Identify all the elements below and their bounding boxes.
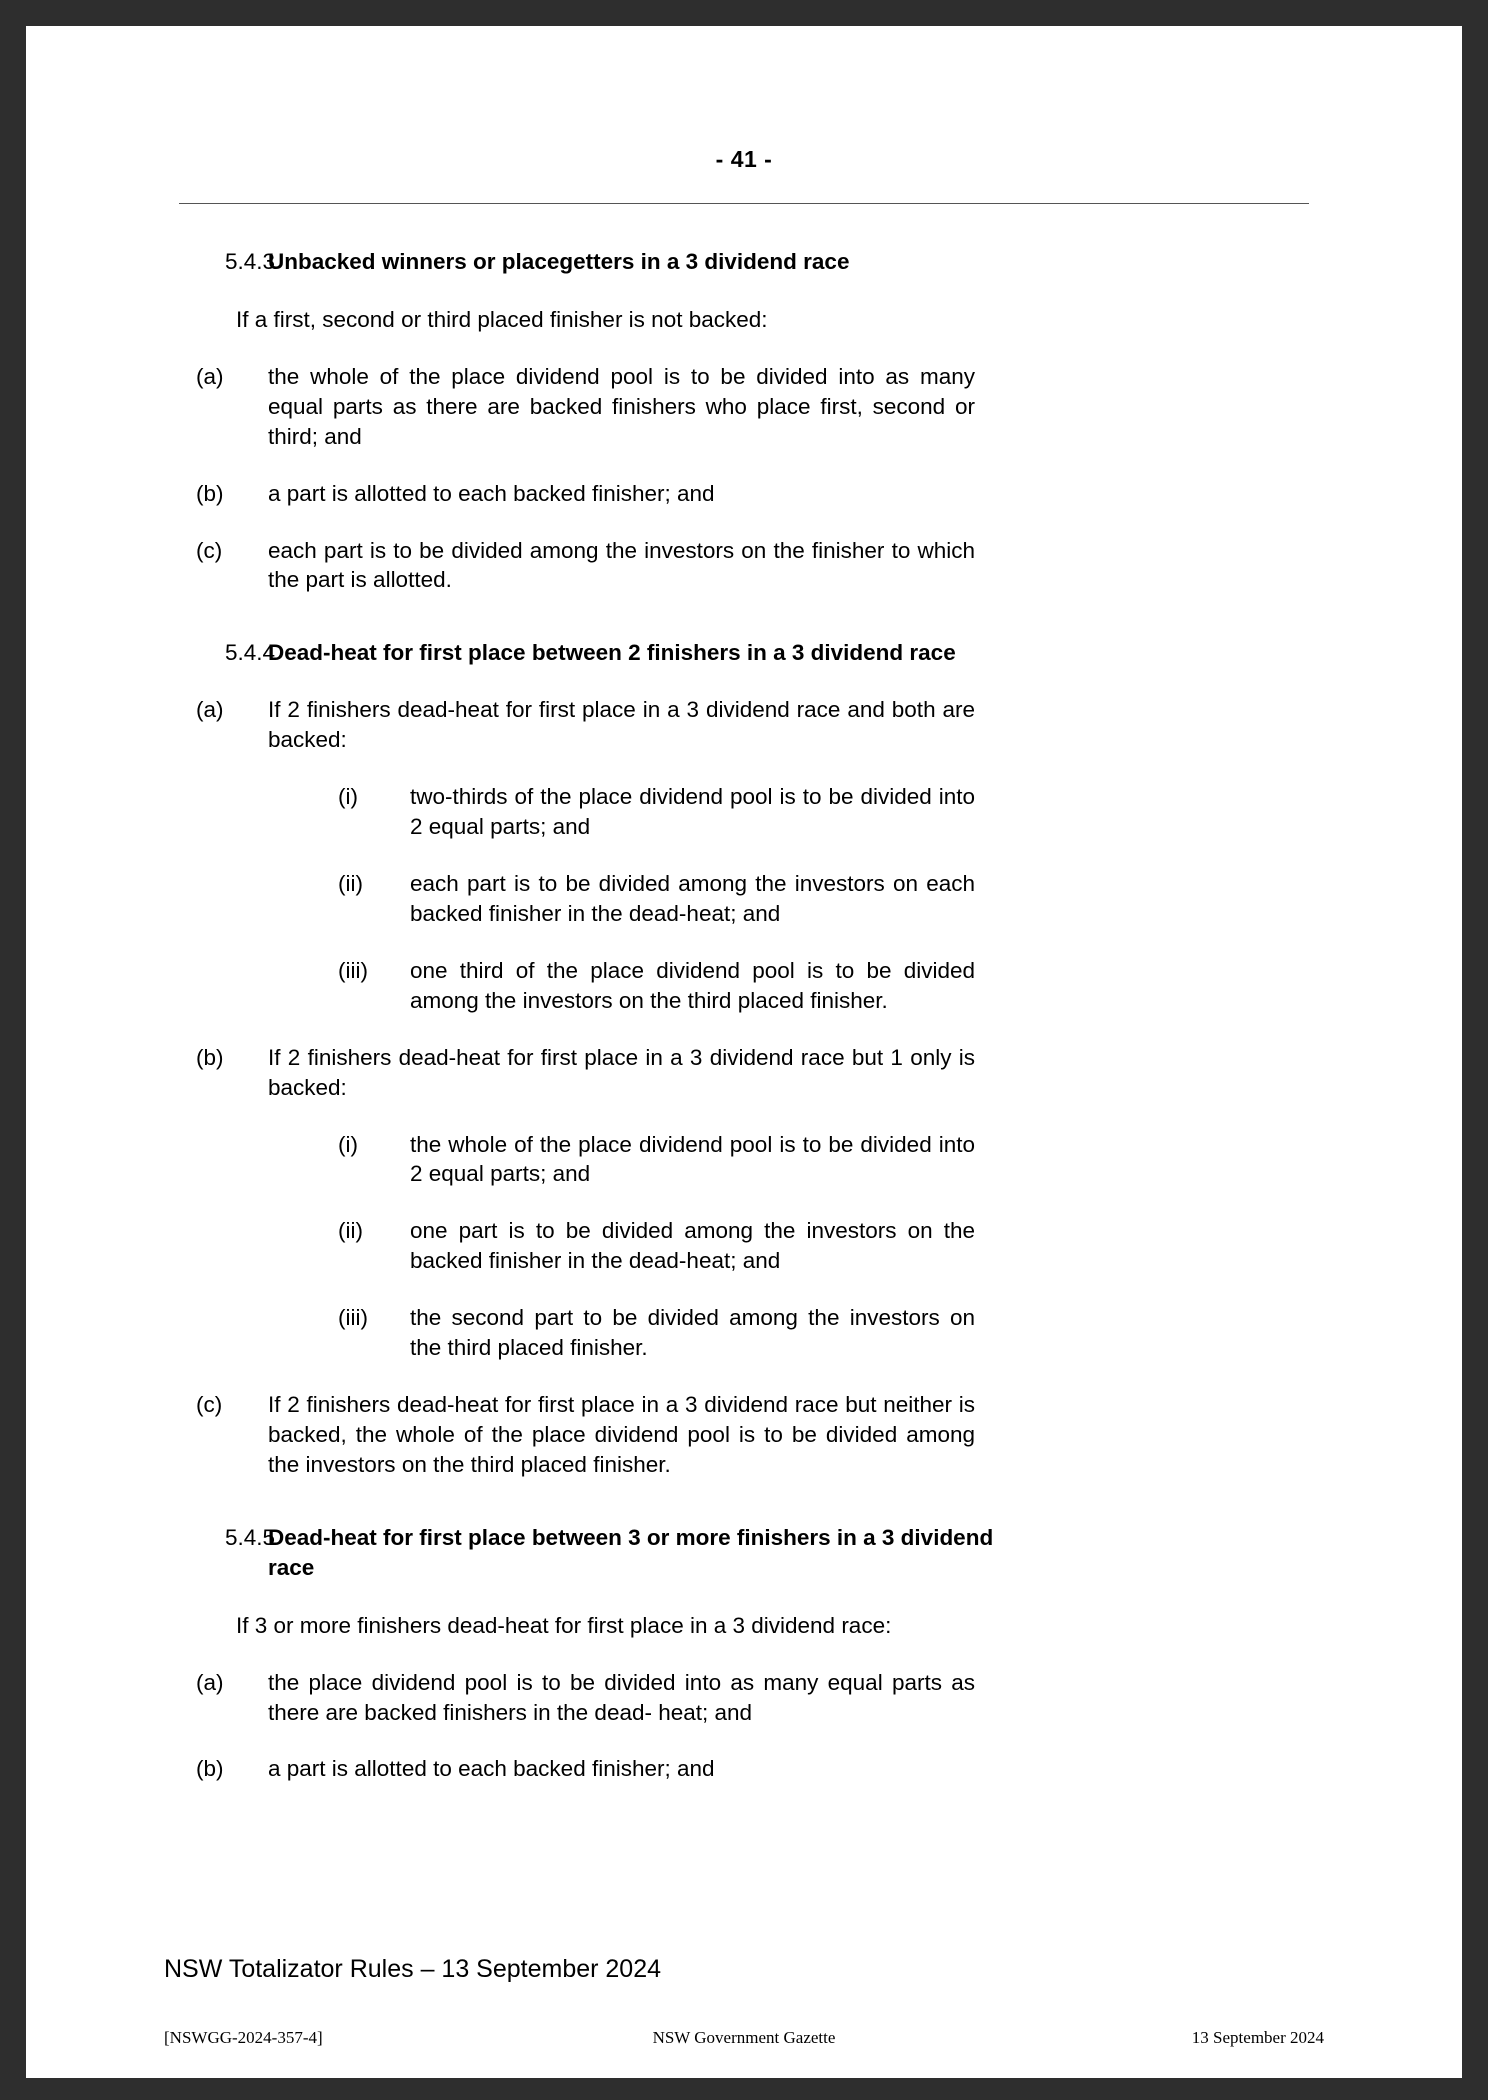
clause-title: Dead-heat for first place between 3 or more finishers in a 3 dividend race (268, 1524, 994, 1580)
sub-list-item (164, 1303, 1324, 1363)
sub-list-item (164, 1216, 1324, 1276)
document-body (26, 247, 1462, 1784)
sub-list-item-text: the whole of the place dividend pool is to be divided into 2 equal parts; and (410, 1131, 975, 1187)
sub-list-item-marker: (iii) (338, 957, 368, 983)
list-item (164, 1668, 1324, 1728)
footer-publication: NSW Government Gazette (652, 2028, 836, 2047)
document-page (26, 26, 1462, 2078)
sub-list-item-marker: (iii) (338, 1305, 368, 1331)
clause-number: 5.4.5 (225, 1524, 276, 1550)
header-divider (179, 203, 1309, 204)
list-item-marker: (b) (196, 1044, 224, 1070)
sub-list-item-marker: (ii) (338, 870, 363, 896)
document-footer (26, 1955, 1462, 2078)
sub-list-item-marker: (i) (338, 784, 358, 810)
sub-list-item (164, 869, 1324, 929)
footer-date: 13 September 2024 (1191, 2028, 1324, 2047)
list-item (164, 362, 1324, 452)
list-item-text: If 2 finishers dead-heat for first place in a 3 dividend race but 1 only is backed: (268, 1044, 975, 1100)
sub-list-item (164, 782, 1324, 842)
clause-title: Unbacked winners or placegetters in a 3 dividend race (268, 249, 850, 274)
sub-list-item-marker: (i) (338, 1131, 358, 1157)
list-item-text: If 2 finishers dead-heat for first place in a 3 dividend race but neither is backed, the whole of the place dividend pool is to be divided among the investors on the third placed finisher. (268, 1392, 975, 1477)
sub-list-item-marker: (ii) (338, 1218, 363, 1244)
list-item-text: If 2 finishers dead-heat for first place in a 3 dividend race and both are backed: (268, 697, 975, 753)
clause-heading-5-4-4 (164, 638, 1324, 668)
page-header (26, 26, 1462, 204)
clause-heading-5-4-3 (164, 247, 1324, 277)
clause-heading-5-4-5 (164, 1523, 1324, 1583)
list-item (164, 536, 1324, 596)
list-item-marker: (b) (196, 1756, 224, 1782)
clause-lead-paragraph: If a first, second or third placed finisher is not backed: (236, 306, 768, 332)
sub-list-item (164, 1130, 1324, 1190)
list-item (164, 695, 1324, 755)
list-item-text: the whole of the place dividend pool is to be divided into as many equal parts as there are backed finishers who place first, second or third; and (268, 363, 975, 449)
sub-list-item-text: each part is to be divided among the investors on each backed finisher in the dead-heat; and (410, 870, 975, 926)
sub-list-item (164, 956, 1324, 1016)
list-item (164, 479, 1324, 509)
list-item (164, 1754, 1324, 1784)
list-item-marker: (a) (196, 363, 224, 389)
list-item-text: a part is allotted to each backed finisher; and (268, 1756, 715, 1782)
list-item (164, 1043, 1324, 1103)
list-item-text: the place dividend pool is to be divided into as many equal parts as there are backed finishers in the dead- heat; and (268, 1669, 975, 1725)
list-item-marker: (a) (196, 1669, 224, 1695)
footer-reference: [NSWGG-2024-357-4] (164, 2028, 323, 2047)
list-item (164, 1390, 1324, 1480)
list-item-marker: (c) (196, 1392, 223, 1418)
clause-lead-paragraph: If 3 or more finishers dead-heat for first place in a 3 dividend race: (236, 1612, 892, 1638)
list-item-text: each part is to be divided among the investors on the finisher to which the part is allotted. (268, 537, 975, 593)
sub-list-item-text: one part is to be divided among the investors on the backed finisher in the dead-heat; and (410, 1218, 975, 1274)
clause-number: 5.4.4 (225, 640, 276, 666)
footer-title: NSW Totalizator Rules – 13 September 2024 (164, 1955, 662, 1983)
clause-number: 5.4.3 (225, 249, 276, 274)
clause-title: Dead-heat for first place between 2 finishers in a 3 dividend race (268, 640, 956, 666)
page-number: - 41 - (715, 146, 773, 172)
sub-list-item-text: one third of the place dividend pool is to be divided among the investors on the third placed finisher. (410, 957, 975, 1013)
list-item-marker: (c) (196, 537, 223, 563)
list-item-marker: (a) (196, 697, 224, 723)
list-item-text: a part is allotted to each backed finisher; and (268, 480, 715, 506)
list-item-marker: (b) (196, 480, 224, 506)
sub-list-item-text: the second part to be divided among the investors on the third placed finisher. (410, 1305, 975, 1361)
footer-gazette-row (164, 2028, 1324, 2048)
sub-list-item-text: two-thirds of the place dividend pool is to be divided into 2 equal parts; and (410, 784, 975, 840)
